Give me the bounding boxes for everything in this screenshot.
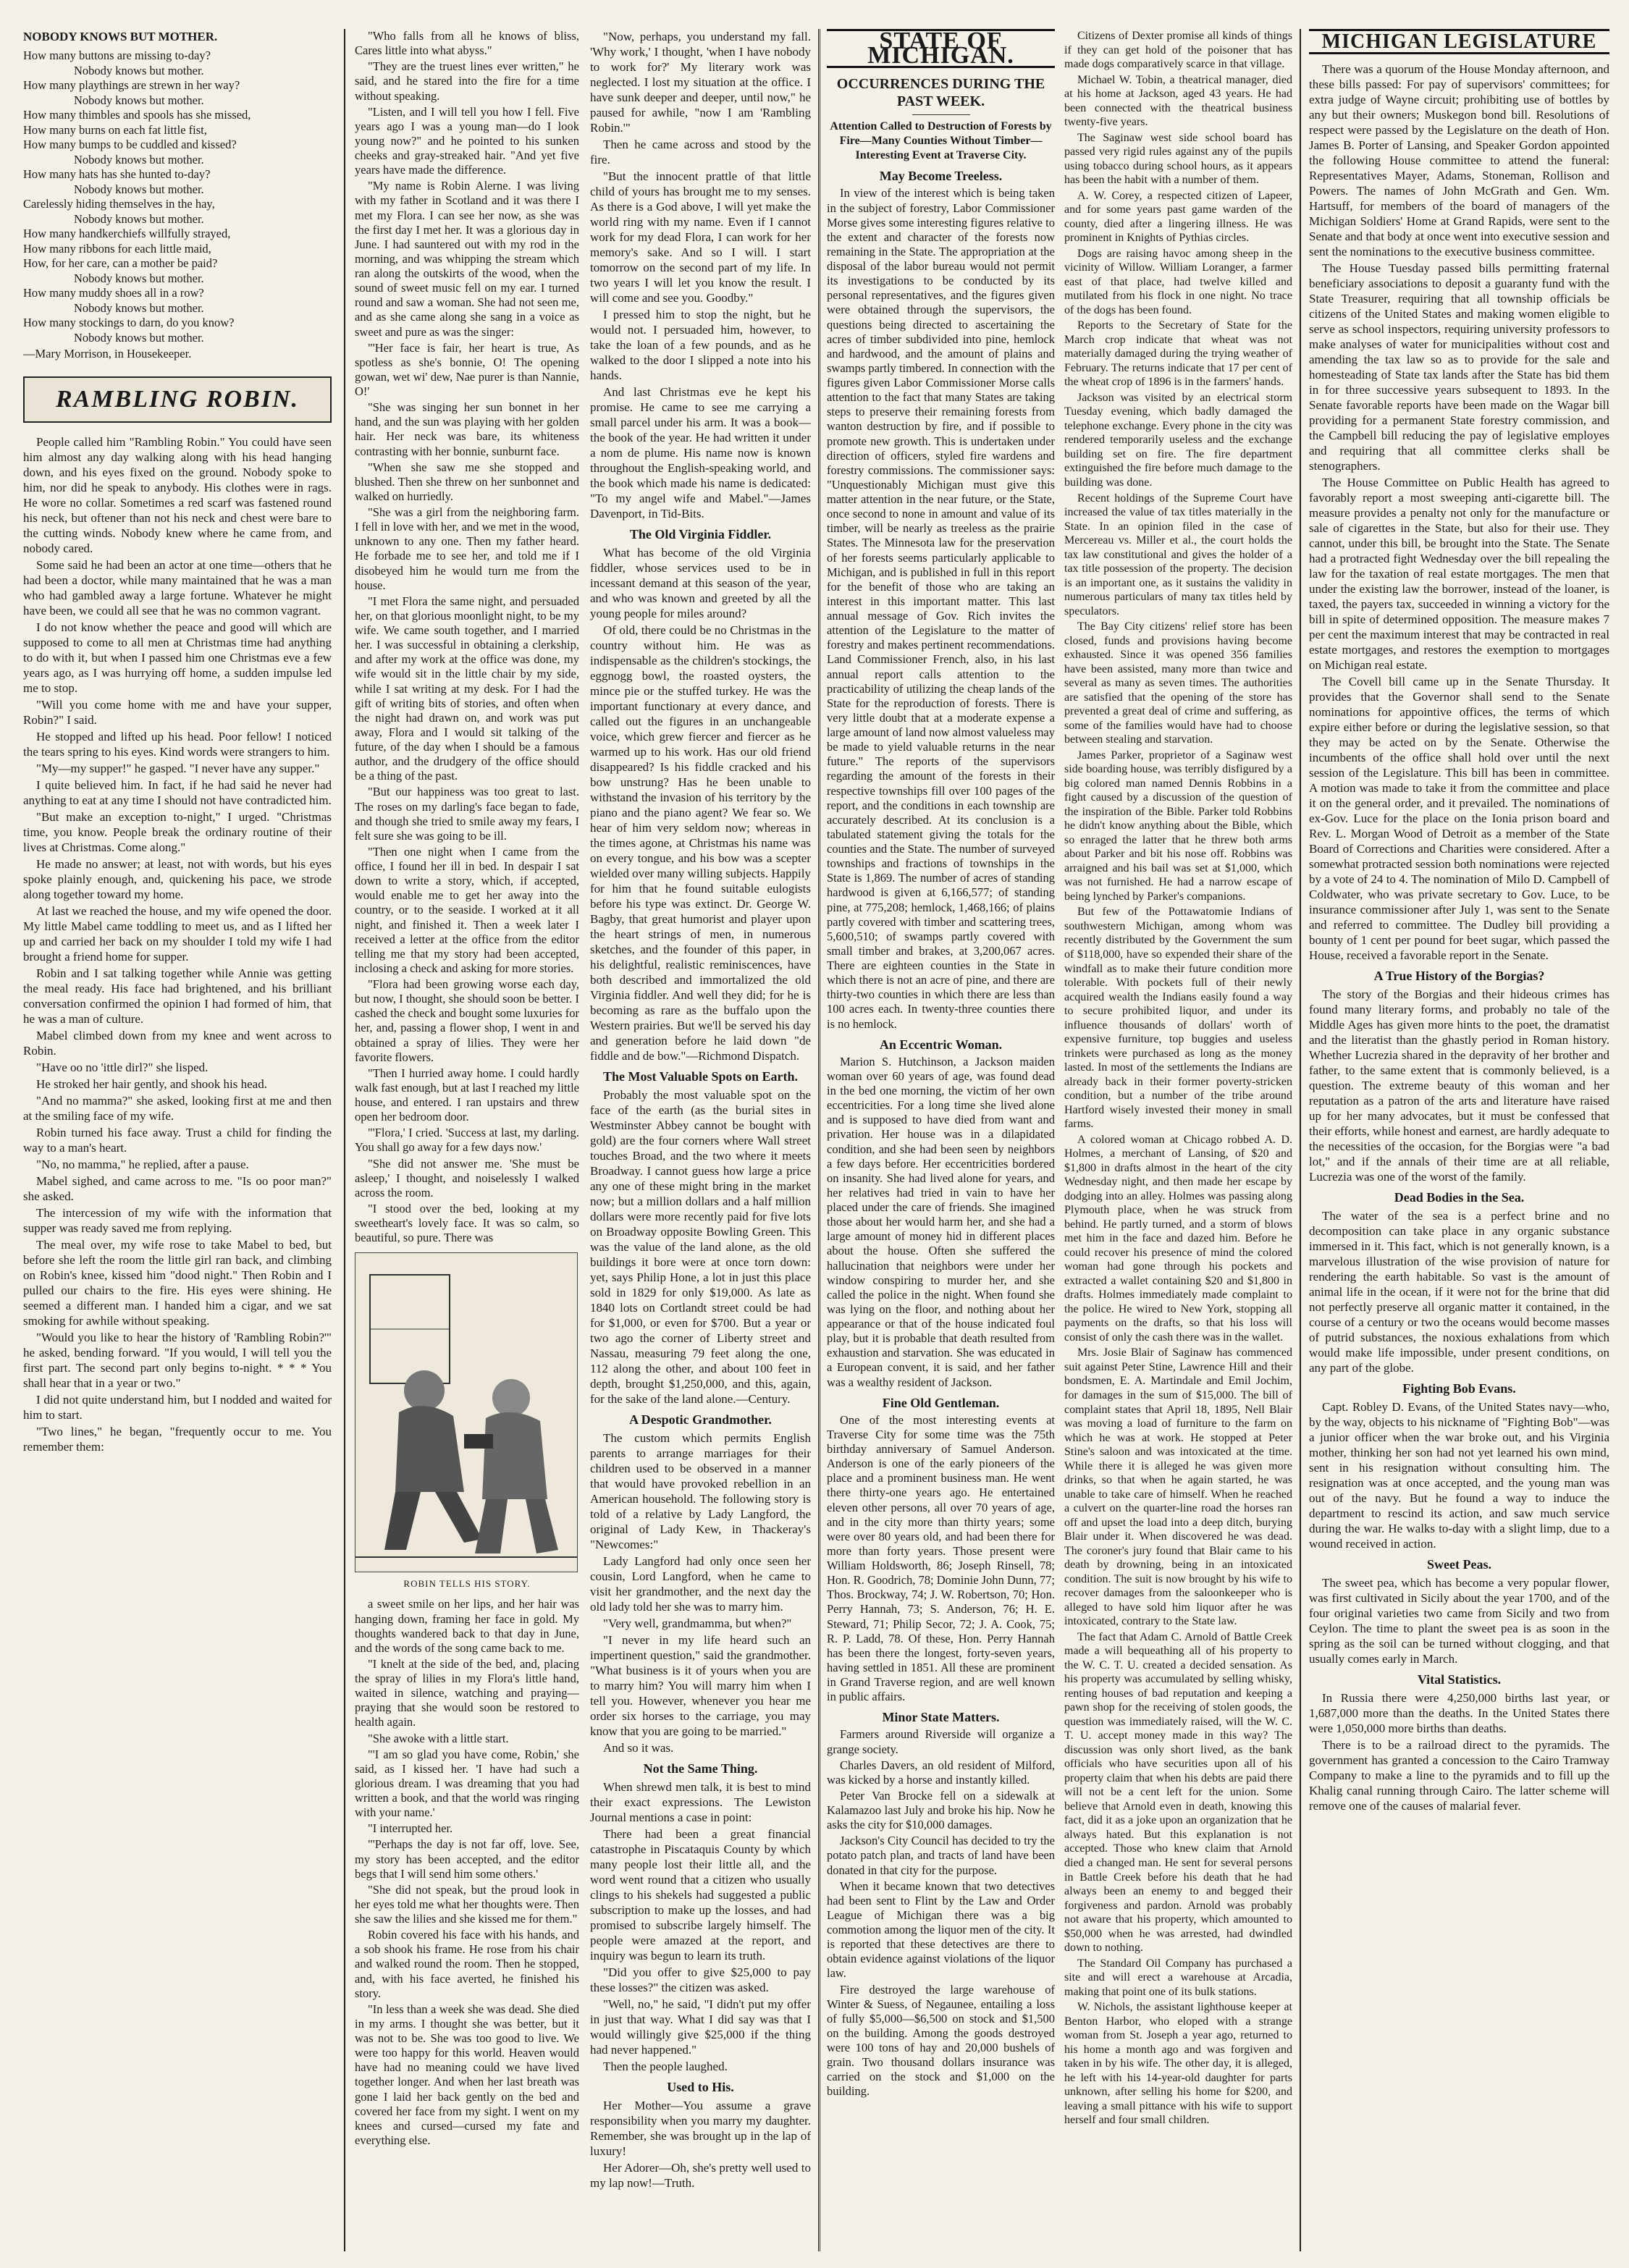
story-continued — [355, 29, 579, 1245]
story-paragraph: "But our happiness was too great to last. The roses on my darling's face began to fade, and though she tried to smile away my fears, I felt sure she was going to be ill. — [355, 785, 579, 843]
illustration — [355, 1252, 578, 1572]
news-item: Mrs. Josie Blair of Saginaw has commenced suit against Peter Stine, Lawrence Hill and their bondsmen, E. A. Martindale and Emil Jochim, for damages in the sum of $15,000. The bill of complaint states that April 18, 1895, Nell Blair was moving a load of furniture to the farm on which he was at work. He stopped at Peter Stine's saloon and was intoxicated at the time. While there it is alleged he was given more drinks, so that when he again started, he was unable to take care of himself. When he reached a culvert on the quarter-line road the horses ran off and upset the load into a deep ditch, burying Blair under it. When discovered he was dead. The coroner's jury found that Blair came to his death by drowning, being in an intoxicated condition. The suit is now brought by his wife to recover damages from the saloonkeeper who is alleged to have sold him liquor after he was intoxicated, contrary to the State law. — [1064, 1346, 1292, 1628]
dead-heading: Dead Bodies in the Sea. — [1394, 1190, 1525, 1205]
poem-line: Nobody knows but mother. — [74, 300, 204, 315]
news-item: The Saginaw west side school board has passed very rigid rules against any of the pupils using tobacco during school hours, as it appears has been the habit with a number of them. — [1064, 131, 1292, 187]
story-paragraph: I pressed him to stop the night, but he would not. I persuaded him, however, to take the loan of a few pounds, and as he walked to the door I slipped a note into his hands. — [590, 308, 811, 382]
story-paragraph: "And no mamma?" she asked, looking first at me and then at the smiling face of my wife. — [23, 1093, 332, 1123]
column-4 — [827, 29, 1055, 2101]
column-rule-double — [818, 29, 820, 2251]
used-heading: Used to His. — [667, 2080, 734, 2094]
story-paragraph: "Will you come home with me and have your supper, Robin?" I said. — [23, 697, 332, 727]
story-paragraph: I quite believed him. In fact, if he had said he never had anything to eat at any time I should not have contradicted him. — [23, 777, 332, 807]
peas-heading: Sweet Peas. — [1427, 1557, 1491, 1572]
story-paragraph: "Two lines," he began, "frequently occur to me. You remember them: — [23, 1424, 332, 1454]
borgias-article — [1309, 987, 1609, 1184]
same-thing-heading: Not the Same Thing. — [643, 1761, 758, 1776]
story-paragraph: "'Flora,' I cried. 'Success at last, my darling. You shall go away for a few days now.' — [355, 1126, 579, 1155]
news-item: The fact that Adam C. Arnold of Battle Creek made a will bequeathing all of his property to the W. C. T. U. created a decided sensation. As his property was accumulated by selling whisky, renting houses of bad reputation and keeping a pawn shop for the receiving of stolen goods, the question was immediately raised, will the W. C. T. U. accept money made in this way? The discussion was only short lived, as the bank officials who have securities upon all of his property claim that when his debts are paid there will not be a cent left for the union. Some believe that Arnold even in death, knowing this fact, did it as a joke upon an organization that he always hated. But this explanation is not accepted. Those who knew claim that Arnold died a changed man. He sent for several persons in Battle Creek before his death that he had always been an enemy to and begged their forgiveness and pardon. Arnold was probably not aware that his property, which amounted to $50,000 when he was arrested, had dwindled down to nothing. — [1064, 1630, 1292, 1955]
story-paragraph: "They are the truest lines ever written," he said, and he stared into the fire for a time without speaking. — [355, 59, 579, 103]
story-paragraph: a sweet smile on her lips, and her hair was hanging down, framing her face in gold. My thoughts wandered back to that day in June, and the words of the song came back to me. — [355, 1597, 579, 1655]
news-item: Citizens of Dexter promise all kinds of things if they can get hold of the poisoner that has made dogs comparatively scarce in that village. — [1064, 30, 1292, 71]
story-paragraph: "She did not speak, but the proud look in her eyes told me what her thoughts were. Then she saw the lilies and she kissed me for them." — [355, 1882, 579, 1926]
bob-heading: Fighting Bob Evans. — [1402, 1381, 1516, 1396]
story-paragraph: "I met Flora the same night, and persuaded her, on that glorious moonlight night, to be my wife. We came south together, and I married her. I was successful in obtaining a clerkship, and after my work at the office was done, my wife would sit in the little chair by my side, while I sat writing at my desk. For I had the gift of writing bits of stories, and often when the night had drawn on, and work was put away, Flora and I would sit talking of the future, of the day when I should be a famous author, and the drudgery of the office should be a thing of the past. — [355, 594, 579, 783]
story-paragraph: Robin turned his face away. Trust a child for finding the way to a man's heart. — [23, 1125, 332, 1155]
story-paragraph: Robin covered his face with his hands, and a sob shook his frame. He rose from his chair and walked round the room. Then he stopped, and, with his face averted, he finished his story. — [355, 1928, 579, 2000]
news-item: But few of the Pottawatomie Indians of southwestern Michigan, among whom was recently distributed by the Government the sum of $118,000, have so expended their share of the windfall as to make their future condition more tolerable. With pockets full of their newly acquired wealth the Indians easily found a way to secure prohibited liquor, and under its influence thousands of dollars' worth of expensive furniture, top buggies and useless trinkets were purchased as long as the money lasted. In most of the settlements the Indians are already back in their former poverty-stricken condition, but a number of the tribe around Hartford wisely invested their money in small farms. — [1064, 906, 1292, 1131]
poem-line: How many thimbles and spools has she missed, — [23, 108, 251, 122]
poem-line: How many playthings are strewn in her way? — [23, 78, 240, 92]
story-paragraph: I do not know whether the peace and good will which are supposed to come to all men at Christmas time had anything to do with it, but when I passed him one Christmas eve a few years ago, as I was hurrying off home, a sudden impulse led me to stop. — [23, 620, 332, 695]
poem-line: Nobody knows but mother. — [74, 271, 204, 285]
column-5 — [1064, 29, 1292, 2129]
illustration-caption: ROBIN TELLS HIS STORY. — [403, 1578, 531, 1590]
story-paragraph: The meal over, my wife rose to take Mabel to bed, but before she left the room the little girl ran back, and climbing on Robin's knee, kissed him "dood night." Then Robin and I pulled our chairs to the fire. His eyes were shining. He seemed a different man. I handed him a cigar, and we sat smoking for awhile without speaking. — [23, 1237, 332, 1328]
article-paragraph: In view of the interest which is being taken in the subject of forestry, Labor Commissioner Morse gives some interesting figures relative to the extent and character of the forests now remaining in the State. The appropriation at the disposal of the labor bureau would not permit its investigations to be conducted by its personal representatives, and the figures given were obtained through the supervisors, the questions being directed to ascertaining the acres of timber subdivided into pine, hemlock and hardwood, and the amount of plains and swamps partly timbered. In connection with the figures given Labor Commissioner Morse calls attention to the fact that many States are taking steps to preserve their remaining forests from wanton destruction by fire, and if possible to promote new growth. This is undertaken under direction of officers, styled fire wardens and forestry commissions. The commissioner says: "Unquestionably Michigan must give this matter attention in the near future, or the State, once second to none in amount and value of its timber, will be nearly as treeless as the prairie States. The Minnesota law for the preservation of her forests seems particularly applicable to Michigan, and is published in full in this report for the benefit of those who are taking an interest in this important matter. This last annual message of Gov. Rich invites the attention of the Legislature to the matter of forestry and makes pertinent recommendations. Land Commissioner French, also, in his last annual report calls attention to the practicability of utilizing the cheap lands of the State for the reproduction of forests. There is very little doubt that at a moderate expense a large amount of land now almost valueless may be made to yield valuable returns in the near future." The reports of the supervisors regarding the amount of the forests in their respective townships fill over 100 pages of the report, and the conditions in each township are accurately described. At its conclusion is a tabulated statement giving the totals for the counties and the State. The number of surveyed townships and fractions of townships in the State is 1,869. The number of acres of standing hardwood is given at 6,166,577; of standing pine, at 775,208; hemlock, 1,468,166; of plains partly covered with timber and scattering trees, 5,600,510; of swamps partly covered with small timber and brakes, at 3,200,067 acres. There are eighteen counties in the State in which there is not an acre of pine, and there are thirty-two counties in which there are less than 100 acres each. In twenty-three counties there is no hemlock. — [827, 186, 1055, 1031]
story-paragraph: "I stood over the bed, looking at my sweetheart's lovely face. It was so calm, so beautiful, so pure. There was — [355, 1201, 579, 1245]
poem-line: Carelessly hiding themselves in the hay, — [23, 197, 215, 211]
story-paragraph: "Flora had been growing worse each day, but now, I thought, she should soon be better. I cashed the check and bought some luxuries for her, and, passing a flower shop, I went in and obtained a spray of lilies. They were her favorite flowers. — [355, 977, 579, 1064]
column-rule — [1300, 29, 1301, 2251]
article-paragraph: There is to be a railroad direct to the pyramids. The government has granted a concession to the Cairo Tramway Company to make a line to the pyramids and to fill up the Khalig canal running through Cairo. The latter scheme will remove one of the causes of malarial fever. — [1309, 1738, 1609, 1813]
story-paragraph: "She was singing her sun bonnet in her hand, and the sun was playing with her golden hair. Her neck was bare, its whiteness contrasting with her bonnie, sunburnt face. — [355, 400, 579, 458]
story-paragraph: At last we reached the house, and my wife opened the door. My little Mabel came toddling to meet us, and as I lifted her up and carried her back on my shoulder I told my wife I had brought a friend home for supper. — [23, 903, 332, 964]
same-thing-article — [590, 1779, 811, 2074]
story-paragraph: Mabel climbed down from my knee and went across to Robin. — [23, 1028, 332, 1058]
story-paragraph: Some said he had been an actor at one time—others that he had been a doctor, while many maintained that he was a man who had gambled away a large fortune. Whatever he might have been, we could all see that he was no common vagrant. — [23, 557, 332, 617]
article-paragraph: There was a quorum of the House Monday afternoon, and these bills passed: For pay of supervisors' committees; for extra judge of Wayne circuit; prohibiting use of bottles by any but their owners; Muskegon bond bill. Resolutions of respect were passed by the Legislature on the death of Hon. James B. Porter of Lansing, and Speaker Gordon appointed the following House committee to attend the funeral: Representatives Mayer, Adams, Stoneman, Rollison and Powers. The names of John McGrath and Gen. Wm. Hartsuff, for members of the board of managers of the Michigan Soldiers' Home at Grand Rapids, were sent to the Senate and that body at once went into executive session and sent the nominations to the executive business committee. — [1309, 62, 1609, 258]
news-item: A. W. Corey, a respected citizen of Lapeer, and for some years past game warden of the county, died after a lingering illness. He was prominent in Knights of Pythias circles. — [1064, 189, 1292, 245]
state-deck: Attention Called to Destruction of Forests by Fire—Many Counties Without Timber—Interesting Event at Traverse City. — [830, 120, 1052, 162]
legislature-masthead: MICHIGAN LEGISLATURE — [1309, 29, 1609, 54]
story-paragraph: "I knelt at the side of the bed, and, placing the spray of lilies in my Flora's little hand, waited in silence, watching and praying—praying that she would soon be restored to health again. — [355, 1656, 579, 1729]
sweet-peas-article — [1309, 1575, 1609, 1666]
legislature-article — [1309, 62, 1609, 963]
poem-line: How many stockings to darn, do you know? — [23, 316, 235, 329]
poem-line: Nobody knows but mother. — [74, 63, 204, 77]
story-conclusion — [355, 1597, 579, 2148]
story-paragraph: "Have oo no 'ittle dirl?" she lisped. — [36, 1060, 209, 1074]
article-paragraph: "Very well, grandmamma, but when?" — [603, 1616, 792, 1630]
story-paragraph: He stopped and lifted up his head. Poor fellow! I noticed the tears spring to his eyes. Kind words were strangers to him. — [23, 729, 332, 759]
story-banner-title: RAMBLING ROBIN. — [55, 386, 300, 413]
article-paragraph: When it became known that two detectives had been sent to Flint by the Law and Order League of Michigan there was a big commotion among the liquor men of the city. It is reported that these detectives are there to obtain evidence against violations of the liquor law. — [827, 1879, 1055, 1981]
story-paragraph: The intercession of my wife with the information that supper was ready saved me from replying. — [23, 1205, 332, 1235]
spots-article — [590, 1087, 811, 1407]
article-paragraph: "Well, no," he said, "I didn't put my offer in just that way. What I did say was that I would willingly give $25,000 if the thing had never happened." — [590, 1997, 811, 2057]
column-6 — [1309, 29, 1609, 1815]
article-paragraph: The House Committee on Public Health has agreed to favorably report a most sweeping anti-cigarette bill. The measure provides a penalty not only for the manufacture or sale of cigarettes in the State, but also for their use. They cannot, under this bill, be brought into the State. The Senate had a protracted fight Wednesday over the bill repealing the law for the taxation of real estate mortgages. The men that under the existing law the borrower, instead of the loaner, is taxed, the payers tax, succeeded in winning a victory for the bill in spite of determined opposition. The measure makes 7 per cent the maximum interest that may be contracted in real estate mortgages, and restores the exemption to mortgages on Michigan real estate. — [1309, 476, 1609, 672]
fiddler-article — [590, 545, 811, 1063]
gentleman-heading: Fine Old Gentleman. — [882, 1395, 1000, 1410]
illustration-drawing — [355, 1253, 577, 1572]
story-paragraph: "She did not answer me. 'She must be asleep,' I thought, and noiselessly I walked across the room. — [355, 1156, 579, 1200]
article-paragraph: Probably the most valuable spot on the face of the earth (as the burial sites in Westminster Abbey cannot be bought with gold) are the four corners where Wall street touches Broad, and the two where it meets Broadway. I cannot guess how large a price any one of these might bring in the market now; but a million dollars and a half million dollars were more recently paid for five lots on Broadway opposite Bowling Green. This was the value of the land alone, as the old buildings it bore were at once torn down: yet, says Philip Hone, a lot in just this place sold in 1829 for only $19,000. As late as 1840 lots on Cortlandt street could be had for $1,000, or even for $700. But a year or two ago the corner of Liberty street and Nassau, measuring 79 feet along the one, 112 along the other, and about 100 feet in depth, brought $1,250,000, and this, again, for the sake of the land alone.—Century. — [590, 1088, 811, 1406]
vital-heading: Vital Statistics. — [1417, 1672, 1502, 1687]
poem-line: How many buttons are missing to-day? — [23, 49, 211, 62]
story-paragraph: I did not quite understand him, but I nodded and waited for him to start. — [23, 1392, 332, 1422]
state-subhead: OCCURRENCES DURING THE PAST WEEK. — [836, 76, 1045, 110]
state-news-continued — [1064, 29, 1292, 2128]
article-paragraph: The Covell bill came up in the Senate Thursday. It provides that the Governor shall send to the Senate nominations for appointive offices, the terms of which expire either before or during the legislative session, so that they may be acted on by the Senate. Otherwise the incumbents of the office shall hold over until the next session of the Legislature. This bill has been in committee. A motion was made to take it from the committee and place it on the general order, and it prevailed. The nominations of ex-Gov. Luce for the place on the Ionia prison board and Rev. L. Morgan Wood of Detroit as a member of the State Board of Corrections and Charities were considered. After a somewhat protracted session both nominations were rejected by a vote of 24 to 4. The nomination of Milo D. Campbell of Coldwater, who was private secretary to Gov. Luce, to be insurance commissioner after July 1, was sent to the Senate and referred to committee. The Dudley bill providing a bounty of 1 cent per pound for beet sugar, which passed the House, received a favorable report in the Senate. — [1309, 675, 1609, 962]
story-body — [23, 434, 332, 1454]
article-paragraph: Peter Van Brocke fell on a sidewalk at Kalamazoo last July and broke his hip. Now he asks the city for $10,000 damages. — [827, 1788, 1055, 1832]
column-1 — [23, 29, 332, 1456]
story-paragraph: "She was a girl from the neighboring farm. I fell in love with her, and we met in the wood, unknown to any one. Then my father heard. He forbade me to see her, and told me if I disobeyed him he would turn me from the house. — [355, 505, 579, 592]
article-paragraph: Farmers around Riverside will organize a grange society. — [827, 1727, 1055, 1756]
poem-line: How many muddy shoes all in a row? — [23, 286, 204, 300]
grandmother-heading: A Despotic Grandmother. — [629, 1412, 772, 1427]
news-item: Dogs are raising havoc among sheep in the vicinity of Willow. William Loranger, a farmer east of that place, had twelve killed and mutilated from his flock in one night. No trace of the dogs has been found. — [1064, 247, 1292, 316]
state-masthead: STATE OF MICHIGAN. — [827, 29, 1055, 68]
news-item: Reports to the Secretary of State for the March crop indicate that wheat was not materially damaged during the trying weather of February. The returns indicate that 17 per cent of the wheat crop of 1896 is in the farmers' hands. — [1064, 319, 1292, 389]
article-paragraph: In Russia there were 4,250,000 births last year, or 1,687,000 more than the deaths. In the United States there were 1,050,000 more births than deaths. — [1309, 1691, 1609, 1735]
story-paragraph: "I interrupted her. — [368, 1821, 453, 1836]
poem-line: Nobody knows but mother. — [74, 211, 204, 226]
poem-line: How many ribbons for each little maid, — [23, 241, 211, 256]
story-paragraph: "Then one night when I came from the office, I found her ill in bed. In despair I sat down to write a story, which, if accepted, would enable me to get her away into the country, or to the seaside. I worked at it all night, and finished it. Then a week later I received a letter at the office from the editor telling me that my story had been accepted, inclosing a check and asking for more stories. — [355, 844, 579, 975]
poem — [23, 49, 332, 345]
article-paragraph: When shrewd men talk, it is best to mind their exact expressions. The Lewiston Journal mentions a case in point: — [590, 1780, 811, 1824]
article-paragraph: "I never in my life heard such an impertinent question," said the grandmother. "What business is it of yours when you are to marry him? You will marry him when I tell you. However, whenever you hear me order six horses to the carriage, you may know that you are going to be married." — [590, 1633, 811, 1738]
story-paragraph: "'Her face is fair, her heart is true, As spotless as she's bonnie, O! The opening gowan, wet wi' dew, Nae purer is than Nannie, O!' — [355, 340, 579, 398]
gentleman-article — [827, 1413, 1055, 1705]
column-rule — [344, 29, 345, 2251]
story-paragraph: "My name is Robin Alerne. I was living with my father in Scotland and it was there I met my Flora. I can see her now, as she was the first day I met her. It was a glorious day in June. I had sauntered out with my rod in the morning, and was whipping the stream which ran along the outskirts of the wood, when the sound of sweet music fell on my ear. I turned round and saw a woman. She had not seen me, and as she came along she sang in a voice as sweet and pure as was the singer: — [355, 179, 579, 339]
poem-line: How many bumps to be cuddled and kissed? — [23, 138, 237, 151]
story-paragraph: "When she saw me she stopped and blushed. Then she threw on her sunbonnet and walked on hurriedly. — [355, 460, 579, 503]
story-paragraph: Mabel sighed, and came across to me. "Is oo poor man?" she asked. — [23, 1173, 332, 1203]
column-3 — [590, 29, 811, 2192]
article-paragraph: Of old, there could be no Christmas in the country without him. He was as indispensable as the children's stockings, the eggnogg bowl, the roasted oysters, the mince pie or the stuffed turkey. He was the important functionary at every dance, and called out the figures in an unchangeable voice, which grew fiercer and fiercer as he warmed up to his work. Has our old friend disappeared? Is his fiddle cracked and his bow unstrung? Has he been unable to withstand the invasion of his territory by the piano and the piano agent? We fear so. We hear of him very seldom now; whereas in the times agone, at Christmas his name was on every tongue, and his bow was a scepter wielded over many willing subjects. Happily for him that he found suitable eulogists before his type was extinct. Dr. George W. Bagby, that great humorist and player upon the heart strings of men, in numerous sketches, and the founder of this paper, in his delightful, realistic reminiscences, have both described and immortalized the old Virginia fiddler. And well they did; for he is becoming as rare as the buffalo upon the Western prairies. But we'll be served his day and generation before he laid down "de fiddle and de bow."—Richmond Dispatch. — [590, 623, 811, 1063]
poem-line: Nobody knows but mother. — [74, 330, 204, 345]
story-paragraph: "Who falls from all he knows of bliss, Cares little into what abyss." — [355, 29, 579, 58]
article-paragraph: The water of the sea is a perfect brine and no decomposition can take place in any organic substance immersed in it. This fact, which is not generally known, is a marvelous illustration of the wise provision of nature for rendering the earth habitable. So vast is the amount of animal life in the ocean, if it were not for the brine that did not perfectly preserve all organic matter it contained, in the course of a century or two the oceans would become masses of putrid substances, the noxious exhalations from which would make life impossible, under present conditions, on any part of the globe. — [1309, 1209, 1609, 1375]
story-paragraph: "Now, perhaps, you understand my fall. 'Why work,' I thought, 'when I have nobody to work for?' My literary work was neglected. I lost my situation at the office. I have sunk deeper and deeper, until now," he paused for awhile, "now I am 'Rambling Robin.'" — [590, 30, 811, 135]
article-paragraph: Her Adorer—Oh, she's pretty well used to my lap now!—Truth. — [590, 2161, 811, 2190]
story-ending — [590, 29, 811, 521]
article-paragraph: Jackson's City Council has decided to try the potato patch plan, and tracts of land have been donated in that city for the purpose. — [827, 1834, 1055, 1877]
news-item: The Standard Oil Company has purchased a site and will erect a warehouse at Arcadia, making that point one of its bulk stations. — [1064, 1957, 1292, 1998]
article-paragraph: Then the people laughed. — [603, 2060, 728, 2073]
grandmother-article — [590, 1430, 811, 1755]
story-paragraph: "Would you like to hear the history of 'Rambling Robin?'" he asked, bending forward. "If you would, I will tell you the first part. The second part only begins to-night. * * * You shall hear that in a year or two." — [23, 1330, 332, 1390]
news-item: The Bay City citizens' relief store has been closed, funds and provisions having become exhausted. Since it was opened 356 families have been assisted, many more than twice and several as many as seven times. The authorities are satisfied that the opening of the store has prevented a great deal of crime and suffering, as some of the families would have had to choose between stealing and starvation. — [1064, 620, 1292, 746]
poem-credit: —Mary Morrison, in Housekeeper. — [23, 347, 192, 361]
article-paragraph: Lady Langford had only once seen her cousin, Lord Langford, when he came to visit her grandmother, and the next day the old lady told her she was to marry him. — [590, 1554, 811, 1614]
story-paragraph: He made no answer; at least, not with words, but his eyes spoke plainly enough, and, quickening his pace, we strode along together toward my home. — [23, 856, 332, 901]
article-paragraph: What has become of the old Virginia fiddler, whose services used to be in incessant demand at this season of the year, and who was known and greeted by all the young people for miles around? — [590, 546, 811, 620]
article-paragraph: Charles Davers, an old resident of Milford, was kicked by a horse and instantly killed. — [827, 1758, 1055, 1787]
news-item: Recent holdings of the Supreme Court have increased the value of tax titles materially in the State. In an opinion filed in the case of Mercereau vs. Miller et al., the court holds the tax law constitutional and gives the holder of a tax title possession of the property. The decision is an important one, as it sustains the validity in numerous particulars of many tax titles held by speculators. — [1064, 492, 1292, 617]
article-paragraph: One of the most interesting events at Traverse City for some time was the 75th birthday anniversary of Samuel Anderson. Anderson is one of the early pioneers of the place and a prominent business man. He went there thirty-one years ago. He entertained eleven other persons, all over 70 years of age, and in the city more than thirty years; some were over 80 years old, and had been there for more than forty years. Those present were William Holdsworth, 86; Joseph Rinsell, 78; Hon. R. Goodrich, 78; Dominie John Dunn, 77; Thos. Brockway, 74; J. W. Robertson, 70; Hon. Perry Hannah, 73; S. Anderson, 76; H. E. Steward, 71; Philip Secor, 72; J. A. Cook, 75; R. P. Ladd, 78. Of these, Hon. Perry Hannah has been there the longest, forty-seven years, having settled in 1851. All these are prominent in Grand Traverse region, and are well known in public affairs. — [827, 1412, 1055, 1704]
story-paragraph: "But make an exception to-night," I urged. "Christmas time, you know. People break the ordinary routine of their lives at Christmas. Come along." — [23, 809, 332, 854]
bob-evans-article — [1309, 1399, 1609, 1551]
story-paragraph: "'I am so glad you have come, Robin,' she said, as I kissed her. 'I have had such a glorious dream. I was dreaming that you had written a book, and that the world was ringing with your name.' — [355, 1747, 579, 1820]
used-article — [590, 2098, 811, 2191]
poem-line: How many hats has she hunted to-day? — [23, 167, 211, 181]
poem-line: Nobody knows but mother. — [74, 152, 204, 166]
story-paragraph: "My—my supper!" he gasped. "I never have any supper." — [36, 761, 320, 775]
story-paragraph: "'Perhaps the day is not far off, love. See, my story has been accepted, and the editor begs that I will send him some others.' — [355, 1837, 579, 1881]
story-paragraph: "Listen, and I will tell you how I fell. Five years ago I was a young man—do I look young now?" and he pointed to his sunken cheeks and gray-streaked hair. "And yet five years have made the difference. — [355, 104, 579, 177]
minor-article — [827, 1727, 1055, 2099]
story-paragraph: "No, no mamma," he replied, after a pause. — [36, 1157, 249, 1171]
news-item: Jackson was visited by an electrical storm Tuesday evening, which badly damaged the telephone exchange. Every phone in the city was rendered temporarily useless and the exchange building set on fire. The fire department extinguished the fire before much damage to the building was done. — [1064, 391, 1292, 489]
story-paragraph: "But the innocent prattle of that little child of yours has brought me to my senses. As there is a God above, I will yet make the world ring with my name. Even if I cannot work for my dead Flora, I can work for her memory's sake. And so I will. I start tomorrow on the second part of my life. In two years I will let you know the result. I will come and see you. Goodby." — [590, 169, 811, 305]
poem-line: How, for her care, can a mother be paid? — [23, 256, 218, 270]
fiddler-heading: The Old Virginia Fiddler. — [629, 527, 772, 541]
poem-title: NOBODY KNOWS BUT MOTHER. — [23, 30, 218, 43]
article-paragraph: And so it was. — [603, 1741, 674, 1755]
news-item: W. Nichols, the assistant lighthouse keeper at Benton Harbor, who eloped with a strange woman from St. Joseph a year ago, returned to his home a month ago and was forgiven and taken in by his wife. The other day, it is alleged, he left with his 14-year-old daughter for parts unknown, after selling his home for $200, and leaving a small pittance with his wife to support herself and four small children. — [1064, 2001, 1292, 2127]
borgias-heading: A True History of the Borgias? — [1373, 969, 1545, 983]
story-paragraph: And last Christmas eve he kept his promise. He came to see me carrying a small parcel under his arm. It was a book—the book of the year. He had written it under a nom de plume. His name now is known throughout the English-speaking world, and the book which made his name is dedicated: "To my angel wife and Mabel."—James Davenport, in Tid-Bits. — [590, 385, 811, 520]
article-paragraph: Capt. Robley D. Evans, of the United States navy—who, by the way, objects to his nickname of "Fighting Bob"—was a junior officer when the war broke out, and his Virginia mother, thinking her son had not yet learned his own mind, sent in his resignation without consulting him. The resignation was at once accepted, and the young man was out of the navy. But he found a way to induce the department to rescind its action, and saw much service during the war. He walks to-day with a slight limp, due to a wound received in action. — [1309, 1400, 1609, 1551]
poem-line: How many burns on each fat little fist, — [23, 122, 207, 137]
story-paragraph: Robin and I sat talking together while Annie was getting the meal ready. His face had brightened, and his brilliant conversation confirmed the opinion I had formed of him, that he was a man of culture. — [23, 966, 332, 1026]
story-banner — [23, 376, 332, 423]
article-paragraph: The custom which permits English parents to arrange marriages for their children used to be observed in a manner that would have provoked rebellion in an American household. The following story is told of a relative by Lady Langford, the original of Lady Kew, in Thackeray's "Newcomes:" — [590, 1431, 811, 1551]
story-paragraph: "Then I hurried away home. I could hardly walk fast enough, but at last I reached my little house, and entered. I ran upstairs and threw open her bedroom door. — [355, 1066, 579, 1124]
treeless-heading: May Become Treeless. — [879, 169, 1003, 184]
article-paragraph: The story of the Borgias and their hideous crimes has found many literary forms, and probably no tale of the Middle Ages has given more hints to the poet, the dramatist and the literatist than the ghastly period in Roman history. Whether Lucrezia shared in the depravity of her brother and father, to the same extent that is commonly believed, is a question. The extreme beauty of this woman and her reputation as a patron of the arts and literature have raised up for her many advocates, but it must be confessed that their efforts, while honest and earnest, are hardly adequate to the necessities of the occasion, for the Borgias were "a bad lot," and if the annals of their time are at all reliable, Lucrezia was one of the worst of the family. — [1309, 987, 1609, 1184]
story-paragraph: People called him "Rambling Robin." You could have seen him almost any day walking along with his head hanging down, and his eyes fixed on the ground. Nobody spoke to him, nor did he speak to anybody. His clothes were in rags. He wore no collar. Sometimes a red scarf was fastened round his neck, but oftener than not his neck and chest were bare to the cutting winds. Nobody knew where he came from, and nobody cared. — [23, 434, 332, 555]
news-item: James Parker, proprietor of a Saginaw west side boarding house, was terribly disfigured by a big colored man named Dennis Robbins in a fight caused by a discussion of the question of the inspiration of the Bible. Parker told Robbins he didn't know anything about the Bible, which so enraged the latter that he threw both arms about Parker and bit his nose off. Robbins was arraigned and his bail was set at $1,000, which was not furnished. He had a narrow escape of being lynched by Parker's companions. — [1064, 749, 1292, 903]
dead-bodies-article — [1309, 1208, 1609, 1375]
article-paragraph: Her Mother—You assume a grave responsibility when you marry my daughter. Remember, she was brought up in the lap of luxury! — [590, 2099, 811, 2158]
story-paragraph: "In less than a week she was dead. She died in my arms. I thought she was better, but it was not to be. She was too good to live. We were too happy for this world. Heaven would have had no meaning could we have lived together longer. And when her last breath was gone I laid her back gently on the bed and covered her face from my sight. I went on my knees and cursed—cursed my fate and everything else. — [355, 2002, 579, 2147]
news-item: A colored woman at Chicago robbed A. D. Holmes, a merchant of Lansing, of $20 and $1,800 in drafts almost in the heart of the city Wednesday night, and then made her escape by dodging into an alley. Holmes was passing along Plymouth place, when he was struck from behind. He partly turned, and a storm of blows met him in the face and dazed him. Before he could recover his presence of mind the colored woman had gone through his pockets and extracted a wallet containing $20 and $1,800 in drafts. Holmes immediately made complaint to the police. He wired to New York, stopping all payments on the drafts, so that his loss will consist of only the cash there was in the wallet. — [1064, 1133, 1292, 1344]
article-paragraph: The sweet pea, which has become a very popular flower, was first cultivated in Sicily about the year 1700, and of the four original varieties two came from Sicily and two from Ceylon. The time to plant the sweet pea is as soon in the spring as the soil can be turned without clogging, and that usually comes early in March. — [1309, 1576, 1609, 1666]
treeless-article — [827, 186, 1055, 1031]
poem-line: Nobody knows but mother. — [74, 93, 204, 107]
divider — [912, 114, 970, 115]
article-paragraph: Fire destroyed the large warehouse of Winter & Suess, of Negaunee, entailing a loss of fully $5,000—$6,500 on stock and $1,500 on the building. Among the goods destroyed were 100 tons of hay and 20,000 bushels of grain. Two thousand dollars insurance was carried on the stock and $1,000 on the building. — [827, 1982, 1055, 2099]
story-paragraph: Then he came across and stood by the fire. — [590, 138, 811, 166]
woman-article — [827, 1055, 1055, 1390]
poem-line: Nobody knows but mother. — [74, 182, 204, 196]
news-item: Michael W. Tobin, a theatrical manager, died at his home at Jackson, aged 43 years. He had been connected with the theatrical business twenty-five years. — [1064, 73, 1292, 129]
column-2 — [355, 29, 579, 2149]
woman-heading: An Eccentric Woman. — [879, 1037, 1003, 1052]
minor-heading: Minor State Matters. — [882, 1710, 1000, 1725]
poem-line: How many handkerchiefs willfully strayed, — [23, 227, 231, 240]
article-paragraph: "Did you offer to give $25,000 to pay these losses?" the citizen was asked. — [590, 1965, 811, 1994]
vital-statistics-article — [1309, 1690, 1609, 1813]
article-paragraph: The House Tuesday passed bills permitting fraternal beneficiary associations to deposit a guaranty fund with the State Treasurer, requiring that all township officials be citizens of the United States and making women eligible to serve as school inspectors, requiring university professors to make analyses of water for municipalities without cost and amending the tax law so as to provide for the sale and homesteading of State tax lands after the State has bid them in for three successive years subsequent to 1893. In the Senate favorable reports have been made on the Wagar bill providing for a permanent State forestry commission, and the Campbell bill reducing the pay of legislative employes and requiring that all committee clerks shall be stenographers. — [1309, 261, 1609, 473]
spots-heading: The Most Valuable Spots on Earth. — [602, 1069, 799, 1084]
article-paragraph: There had been a great financial catastrophe in Piscataquis County by which many people lost their little all, and the word went round that a citizen who usually clings to his shekels had suggested a public subscription to make up the losses, and had promised to subscribe largely himself. The people were amazed at the report, and inquiry was begun to learn its truth. — [590, 1827, 811, 1963]
article-paragraph: Marion S. Hutchinson, a Jackson maiden woman over 60 years of age, was found dead in the bed one morning, the victim of her own eccentricities. For a long time she lived alone and is supposed to have died from want and privation. Her house was in a dilapidated condition, and she had been seen by neighbors a few days before. Her eccentricities bordered on insanity. She had lived alone for years, and her relatives had tried in vain to have her placed under the care of friends. She imagined those about her would harm her, and she had a large amount of money hid in different places about the house. Often she suffered the hallucination that neighbors were under her window conspiring to murder her, and she called the police in the night. When found she was lying on the floor, and nothing about her appearance or that of the house indicated foul play, but it is probable that death resulted from exhaustion and starvation. She was educated in a European convent, it is said, and her father was a wealthy resident of Jackson. — [827, 1054, 1055, 1389]
story-paragraph: "She awoke with a little start. — [368, 1731, 509, 1745]
story-paragraph: He stroked her hair gently, and shook his head. — [36, 1076, 267, 1091]
